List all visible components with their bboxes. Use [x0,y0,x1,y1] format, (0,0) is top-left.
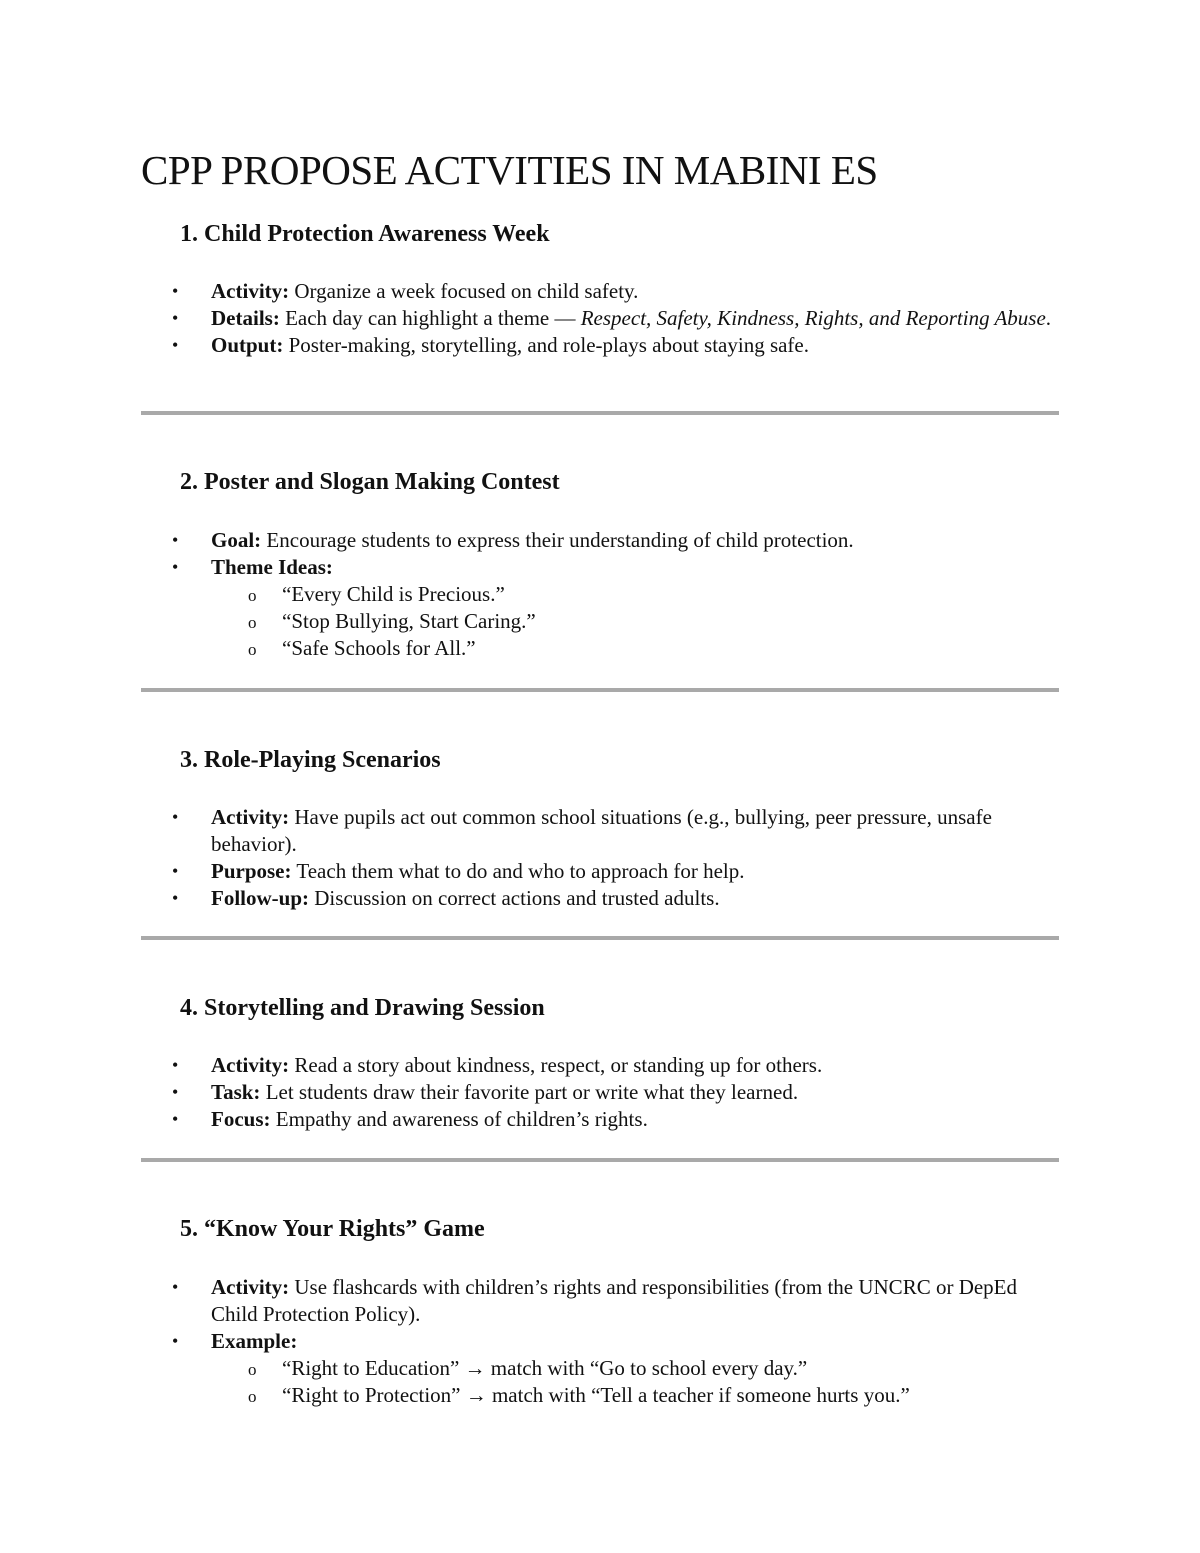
item-text: Organize a week focused on child safety. [289,279,639,303]
bullet-icon: • [172,861,179,881]
item-italic-text: Respect, Safety, Kindness, Rights, and Reporting Abuse [580,306,1046,330]
list-item [0,1328,1200,1409]
sub-list-item [0,1382,1060,1409]
sub-bullet-icon: o [248,613,257,632]
item-text: Read a story about kindness, respect, or standing up for others. [289,1053,823,1077]
sub-item-text: “Every Child is Precious.” [282,582,505,606]
item-text: Teach them what to do and who to approach for help. [291,859,745,883]
item-text: Have pupils act out common school situations (e.g., bullying, peer pressure, unsafe behavior). [211,805,992,856]
item-label: Activity: [211,1275,290,1299]
section-divider [141,688,1059,692]
section-heading: 4. Storytelling and Drawing Session [180,995,545,1021]
bullet-icon: • [172,1277,179,1297]
item-label: Example: [211,1329,298,1353]
bullet-icon: • [172,281,179,301]
bullet-icon: • [172,888,179,908]
bullet-icon: • [172,1109,179,1129]
item-label: Activity: [211,1053,290,1077]
bullet-icon: • [172,1082,179,1102]
item-label: Activity: [211,805,290,829]
bullet-list [0,527,1200,662]
item-label: Details: [211,306,280,330]
sub-list-item [0,608,1060,635]
list-item [0,804,1200,858]
list-item [0,1274,1200,1328]
item-label: Follow-up: [211,886,310,910]
item-text: Each day can highlight a theme — [279,306,581,330]
section-heading: 5. “Know Your Rights” Game [180,1216,485,1242]
sub-list-item [0,1355,1060,1382]
list-item [0,858,1200,885]
bullet-list [0,804,1200,912]
bullet-icon: • [172,1055,179,1075]
list-item [0,527,1200,554]
item-label: Task: [211,1080,261,1104]
sub-bullet-icon: o [248,640,257,659]
item-tail: . [1045,306,1052,330]
sub-item-text: “Right to Protection” → match with “Tell a teacher if someone hurts you.” [282,1383,910,1407]
list-item [0,332,1200,359]
item-label: Activity: [211,279,290,303]
section-heading: 2. Poster and Slogan Making Contest [180,469,560,495]
item-label: Theme Ideas: [211,555,333,579]
item-label: Purpose: [211,859,292,883]
list-item [0,278,1200,305]
section-divider [141,411,1059,415]
sub-bullet-icon: o [248,1387,257,1406]
sub-bullet-icon: o [248,1360,257,1379]
sub-list-item [0,635,1060,662]
section-divider [141,936,1059,940]
item-label: Goal: [211,528,262,552]
list-item [0,1079,1200,1106]
list-item [0,885,1200,912]
sub-list-item [0,581,1060,608]
list-item [0,305,1200,332]
page-title: CPP PROPOSE ACTVITIES IN MABINI ES [141,147,878,193]
sub-item-text: “Stop Bullying, Start Caring.” [282,609,536,633]
section-heading: 1. Child Protection Awareness Week [180,221,550,247]
item-text: Let students draw their favorite part or write what they learned. [260,1080,799,1104]
bullet-list [0,278,1200,359]
section-heading: 3. Role-Playing Scenarios [180,747,441,773]
bullet-list [0,1274,1200,1409]
section-divider [141,1158,1059,1162]
item-text: Use flashcards with children’s rights and responsibilities (from the UNCRC or DepEd Child Protection Policy). [211,1275,1018,1326]
item-text: Poster-making, storytelling, and role-plays about staying safe. [283,333,809,357]
bullet-icon: • [172,530,179,550]
item-label: Output: [211,333,284,357]
sub-list [211,581,1060,662]
sub-list [211,1355,1060,1409]
list-item [0,554,1200,662]
list-item [0,1106,1200,1133]
bullet-icon: • [172,1331,179,1351]
bullet-icon: • [172,308,179,328]
item-text: Discussion on correct actions and trusted adults. [309,886,720,910]
item-text: Empathy and awareness of children’s rights. [270,1107,648,1131]
sub-item-text: “Safe Schools for All.” [282,636,476,660]
bullet-list [0,1052,1200,1133]
sub-item-text: “Right to Education” → match with “Go to school every day.” [282,1356,808,1380]
item-text: Encourage students to express their understanding of child protection. [261,528,854,552]
bullet-icon: • [172,335,179,355]
list-item [0,1052,1200,1079]
sub-bullet-icon: o [248,586,257,605]
bullet-icon: • [172,807,179,827]
bullet-icon: • [172,557,179,577]
item-label: Focus: [211,1107,271,1131]
